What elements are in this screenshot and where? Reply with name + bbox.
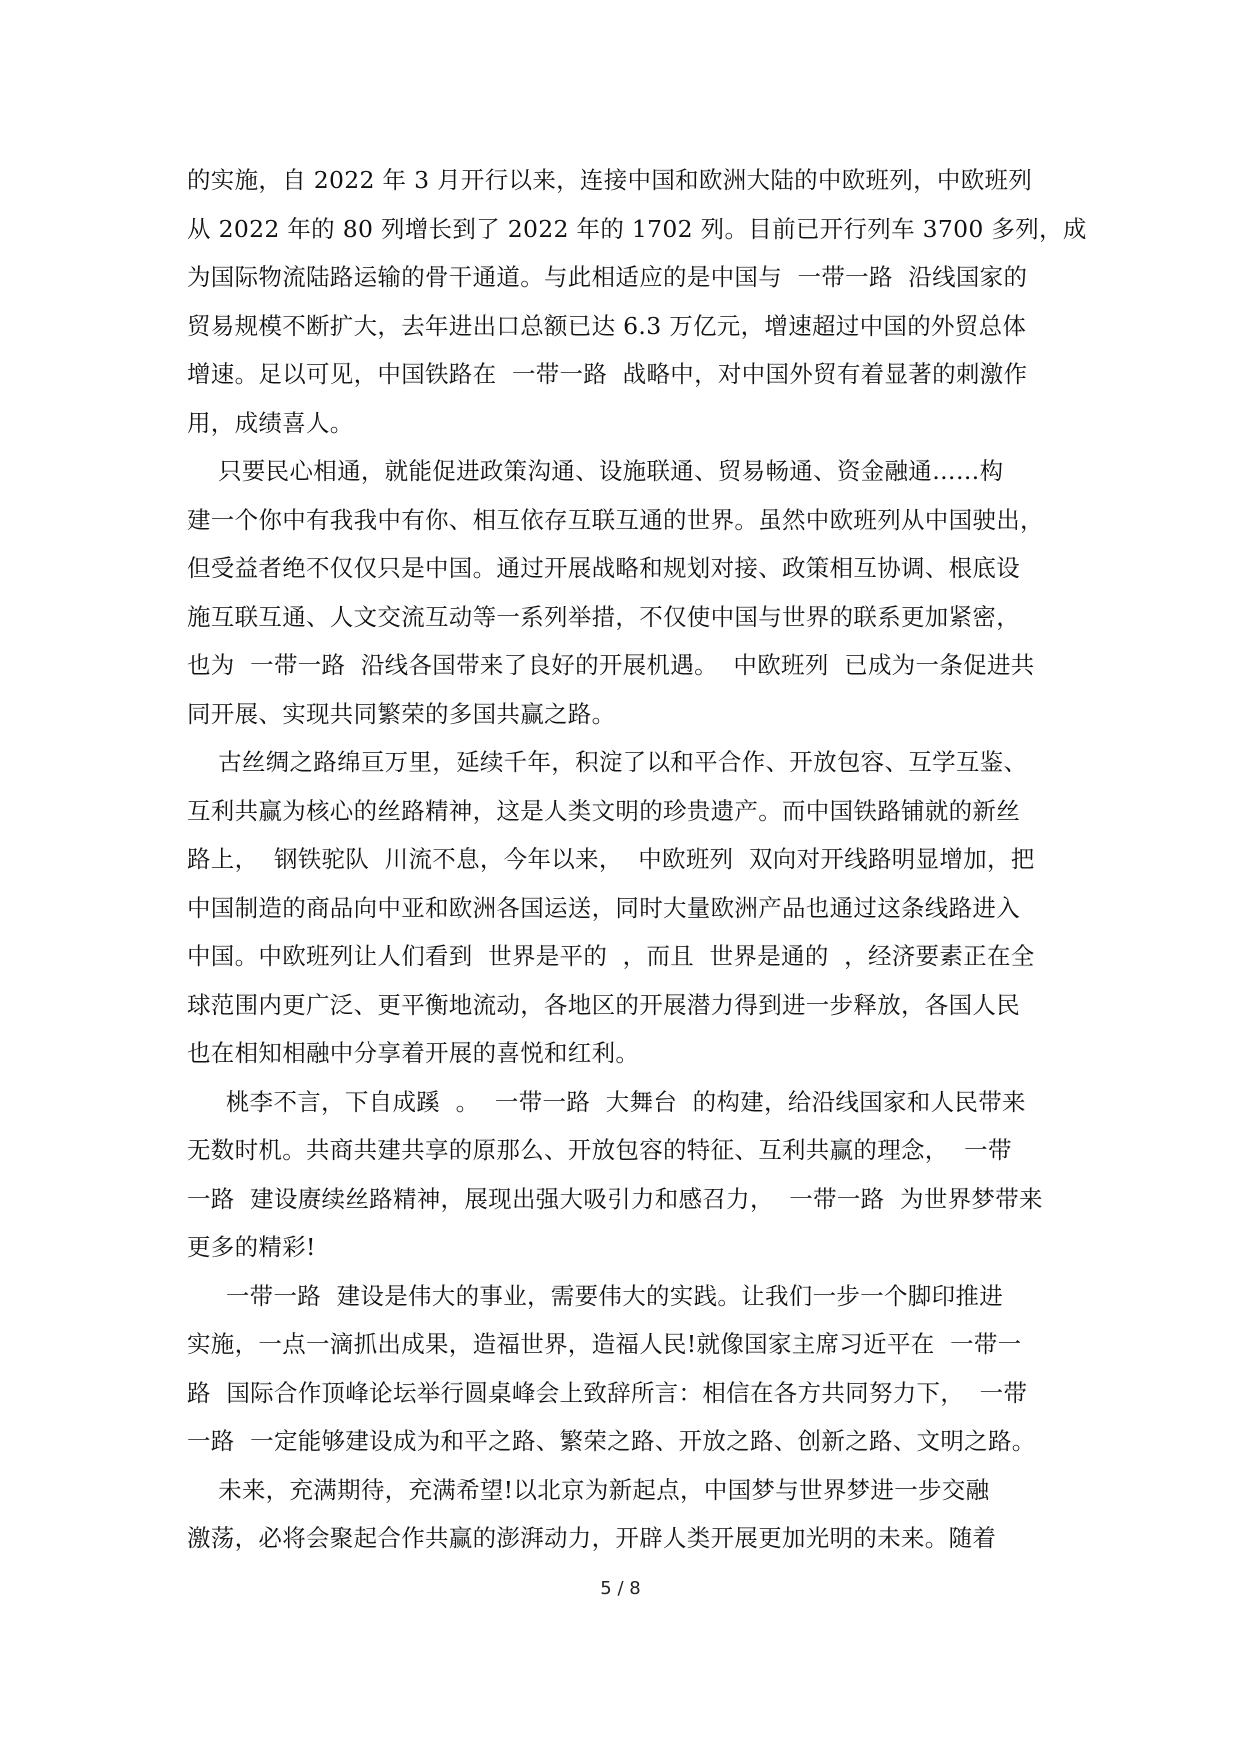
text-line: 球范围内更广泛、更平衡地流动，各地区的开展潜力得到进一步释放，各国人民 — [187, 990, 1020, 1019]
text-line: 只要民心相通，就能促进政策沟通、设施联通、贸易畅通、资金融通……构 — [187, 457, 1004, 485]
text-line: 一带一路 建设是伟大的事业，需要伟大的实践。让我们一步一个脚印推进 — [187, 1281, 1003, 1310]
text-line: 路上， 钢铁驼队 川流不息，今年以来， 中欧班列 双向对开线路明显增加，把 — [187, 845, 1035, 873]
text-line: 同开展、实现共同繁荣的多国共赢之路。 — [187, 699, 616, 728]
text-line: 中国制造的商品向中亚和欧洲各国运送，同时大量欧洲产品也通过这条线路进入 — [187, 893, 1020, 922]
text-line: 贸易规模不断扩大，去年进出口总额已达 6.3 万亿元，增速超过中国的外贸总体 — [187, 311, 1027, 340]
text-line: 路 国际合作顶峰论坛举行圆桌峰会上致辞所言：相信在各方共同努力下， 一带 — [187, 1378, 1028, 1407]
text-line: 一路 一定能够建设成为和平之路、繁荣之路、开放之路、创新之路、文明之路。 — [187, 1427, 1036, 1455]
text-line: 但受益者绝不仅仅只是中国。通过开展战略和规划对接、政策相互协调、根底设 — [187, 554, 1020, 582]
text-line: 为国际物流陆路运输的骨干通道。与此相适应的是中国与 一带一路 沿线国家的 — [187, 263, 1028, 291]
text-line: 互利共赢为核心的丝路精神，这是人类文明的珍贵遗产。而中国铁路铺就的新丝 — [187, 796, 1020, 825]
text-line: 一路 建设赓续丝路精神，展现出强大吸引力和感召力， 一带一路 为世界梦带来 — [187, 1184, 1043, 1213]
text-line: 也在相知相融中分享着开展的喜悦和红利。 — [187, 1039, 640, 1067]
text-line: 实施，一点一滴抓出成果，造福世界，造福人民!就像国家主席习近平在 一带一 — [187, 1330, 1022, 1358]
text-line: 中国。中欧班列让人们看到 世界是平的 ，而且 世界是通的 ，经济要素正在全 — [187, 942, 1035, 970]
text-line: 激荡，必将会聚起合作共赢的澎湃动力，开辟人类开展更加光明的未来。随着 — [187, 1524, 997, 1552]
text-line: 建一个你中有我我中有你、相互依存互联互通的世界。虽然中欧班列从中国驶出， — [187, 505, 1044, 534]
text-line: 也为 一带一路 沿线各国带来了良好的开展机遇。 中欧班列 已成为一条促进共 — [187, 651, 1035, 679]
text-line: 更多的精彩! — [187, 1233, 316, 1261]
text-line: 无数时机。共商共建共享的原那么、开放包容的特征、互利共赢的理念， 一带 — [187, 1136, 1012, 1164]
text-line: 桃李不言，下自成蹊 。 一带一路 大舞台 的构建，给沿线国家和人民带来 — [187, 1087, 1026, 1116]
text-line: 施互联互通、人文交流互动等一系列举措，不仅使中国与世界的联系更加紧密， — [187, 602, 1020, 631]
text-line: 从 2022 年的 80 列增长到了 2022 年的 1702 列。目前已开行列车 3700 多列，成 — [187, 214, 1087, 243]
text-line: 古丝绸之路绵亘万里，延续千年，积淀了以和平合作、开放包容、互学互鉴、 — [187, 748, 1028, 776]
text-line: 未来，充满期待，充满希望!以北京为新起点，中国梦与世界梦进一步交融 — [187, 1475, 990, 1504]
text-line: 用，成绩喜人。 — [187, 408, 354, 437]
body-text — [187, 156, 1087, 1563]
page-number: 5 / 8 — [600, 1578, 641, 1599]
text-line: 增速。足以可见，中国铁路在 一带一路 战略中，对中国外贸有着显著的刺激作 — [187, 360, 1028, 388]
text-line: 的实施，自 2022 年 3 月开行以来，连接中国和欧洲大陆的中欧班列，中欧班列 — [187, 166, 1033, 194]
